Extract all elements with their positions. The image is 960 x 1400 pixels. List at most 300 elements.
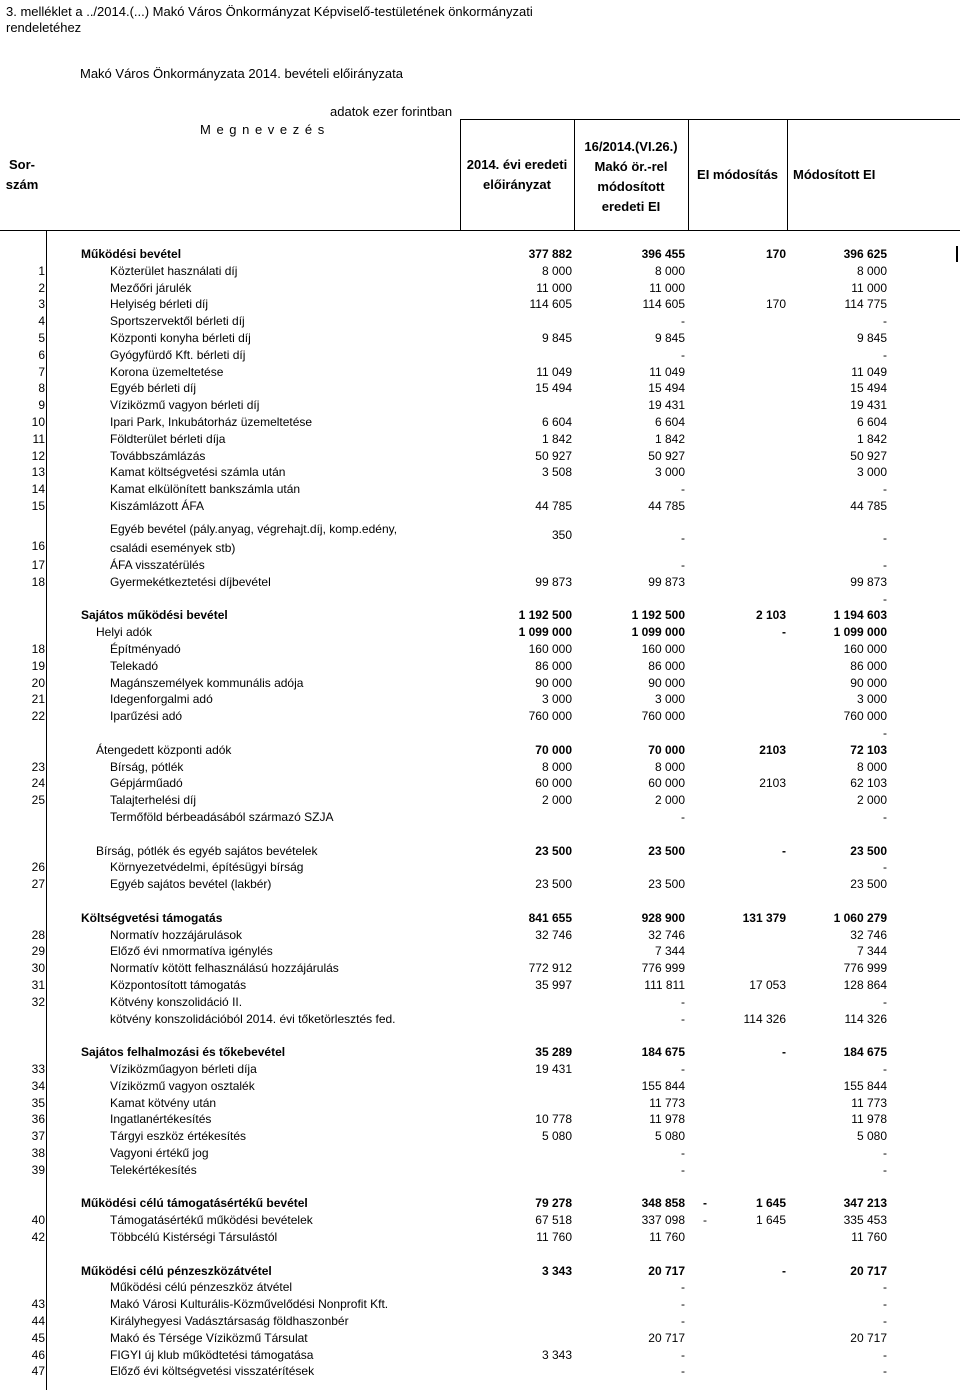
modified-value: 8 000 bbox=[654, 760, 685, 774]
row-number: 7 bbox=[38, 365, 45, 379]
row-number: 1 bbox=[38, 264, 45, 278]
modified-value: 11 049 bbox=[649, 365, 685, 379]
unit-label: adatok ezer forintban bbox=[330, 104, 453, 119]
row-number: 47 bbox=[31, 1364, 45, 1378]
row-number: 30 bbox=[31, 961, 45, 975]
row-label: Központi konyha bérleti díj bbox=[110, 331, 251, 345]
row-label: Idegenforgalmi adó bbox=[110, 692, 213, 706]
modified-total-value: 6 604 bbox=[856, 415, 887, 429]
row-number: 39 bbox=[31, 1163, 45, 1177]
row-number: 34 bbox=[31, 1079, 45, 1093]
modified-total-value: 23 500 bbox=[850, 844, 887, 858]
row-number: 40 bbox=[31, 1213, 45, 1227]
row-label: Működési bevétel bbox=[81, 247, 182, 261]
modified-total-value: 8 000 bbox=[856, 760, 887, 774]
row-label: Korona üzemeltetése bbox=[110, 365, 224, 379]
table-row bbox=[0, 1044, 960, 1061]
modified-total-value: 11 049 bbox=[851, 365, 887, 379]
row-label: Helyiség bérleti díj bbox=[110, 297, 209, 311]
modified-total-value: 62 103 bbox=[850, 776, 887, 790]
original-value: 9 845 bbox=[541, 331, 572, 345]
row-label: Normatív kötött felhasználású hozzájárulás bbox=[110, 961, 339, 975]
row-number: 9 bbox=[38, 398, 45, 412]
table-row bbox=[0, 1246, 960, 1263]
modified-total-value: 760 000 bbox=[843, 709, 887, 723]
row-label: Víziközmű vagyon osztalék bbox=[110, 1079, 255, 1093]
original-value: 23 500 bbox=[535, 877, 572, 891]
table-row bbox=[0, 977, 960, 994]
table-row bbox=[0, 1162, 960, 1179]
original-value: 3 000 bbox=[541, 692, 572, 706]
row-number: 17 bbox=[31, 558, 45, 572]
table-row bbox=[0, 1313, 960, 1330]
row-label: Többcélú Kistérségi Társulástól bbox=[110, 1230, 278, 1244]
modified-value: 1 842 bbox=[654, 432, 685, 446]
modified-value: 70 000 bbox=[648, 743, 685, 757]
table-row bbox=[0, 498, 960, 515]
table-row bbox=[0, 943, 960, 960]
row-label: Központosított támogatás bbox=[110, 978, 247, 992]
original-value: 1 842 bbox=[541, 432, 572, 446]
row-number: 18 bbox=[31, 642, 45, 656]
modified-total-value: - bbox=[883, 1146, 887, 1160]
table-row bbox=[0, 624, 960, 641]
original-value: 377 882 bbox=[528, 247, 572, 261]
modified-value: 160 000 bbox=[641, 642, 685, 656]
modification-value: - bbox=[782, 844, 786, 858]
table-row bbox=[0, 809, 960, 826]
col-modified-line1: 16/2014.(VI.26.) bbox=[584, 139, 678, 154]
modified-total-value: 11 773 bbox=[851, 1096, 887, 1110]
modification-value: 17 053 bbox=[749, 978, 786, 992]
row-label: Magánszemélyek kommunális adója bbox=[110, 676, 304, 690]
row-number: 24 bbox=[31, 776, 45, 790]
original-value: 3 343 bbox=[541, 1264, 572, 1278]
original-value: 841 655 bbox=[528, 911, 572, 925]
modified-value: - bbox=[681, 1364, 685, 1378]
table-row bbox=[0, 1347, 960, 1364]
row-number: 13 bbox=[31, 465, 45, 479]
modified-total-value: - bbox=[883, 531, 887, 545]
row-number: 25 bbox=[31, 793, 45, 807]
modified-total-value: 1 060 279 bbox=[833, 911, 887, 925]
modified-value: 50 927 bbox=[648, 449, 685, 463]
modified-value: 11 773 bbox=[649, 1096, 685, 1110]
row-label: FIGYI új klub működtetési támogatása bbox=[110, 1348, 314, 1362]
row-label: Helyi adók bbox=[96, 625, 153, 639]
modified-total-value: 8 000 bbox=[856, 264, 887, 278]
row-number: 28 bbox=[31, 928, 45, 942]
original-value: 6 604 bbox=[541, 415, 572, 429]
col-sorszam-line2: szám bbox=[5, 177, 39, 192]
row-label: Makó Városi Kulturális-Közművelődési Nonprofit Kft. bbox=[110, 1297, 389, 1311]
table-row bbox=[0, 347, 960, 364]
modified-total-value: - bbox=[883, 995, 887, 1009]
table-row bbox=[0, 725, 960, 742]
modified-value: 155 844 bbox=[641, 1079, 685, 1093]
table-row bbox=[0, 296, 960, 313]
col-sorszam-line1: Sor- bbox=[9, 157, 35, 172]
modification-value: 2 103 bbox=[755, 608, 786, 622]
row-number: 42 bbox=[31, 1230, 45, 1244]
modified-value: - bbox=[681, 1146, 685, 1160]
table-row bbox=[0, 1128, 960, 1145]
original-value: 19 431 bbox=[535, 1062, 572, 1076]
table-row bbox=[0, 910, 960, 927]
table-row bbox=[0, 691, 960, 708]
modified-value: 90 000 bbox=[648, 676, 685, 690]
modified-value: 7 344 bbox=[654, 944, 685, 958]
original-value: 60 000 bbox=[535, 776, 572, 790]
row-label: Gyermekétkeztetési díjbevétel bbox=[110, 575, 271, 589]
modified-value: 11 978 bbox=[649, 1112, 685, 1126]
row-label: Víziközműagyon bérleti díja bbox=[110, 1062, 257, 1076]
row-label: Tárgyi eszköz értékesítés bbox=[110, 1129, 247, 1143]
row-label: Sajátos működési bevétel bbox=[81, 608, 228, 622]
table-row bbox=[0, 1011, 960, 1028]
row-label: Működési célú pénzeszköz átvétel bbox=[110, 1280, 293, 1294]
modified-total-value: - bbox=[883, 1062, 887, 1076]
modified-value: 348 858 bbox=[641, 1196, 685, 1210]
row-label: Működési célú támogatásértékű bevétel bbox=[81, 1196, 308, 1210]
megnevezes-header: M e g n e v e z é s bbox=[200, 122, 326, 137]
row-number: 43 bbox=[31, 1297, 45, 1311]
modified-value: 20 717 bbox=[648, 1331, 685, 1345]
row-label: Egyéb sajátos bevétel (lakbér) bbox=[110, 877, 272, 891]
modified-total-value: 32 746 bbox=[850, 928, 887, 942]
modified-total-value: - bbox=[883, 860, 887, 874]
table-row bbox=[0, 994, 960, 1011]
modification-value: 2103 bbox=[759, 743, 786, 757]
table-row bbox=[0, 1145, 960, 1162]
table-row bbox=[0, 397, 960, 414]
modified-value: 114 605 bbox=[642, 297, 685, 311]
original-value: 3 343 bbox=[541, 1348, 572, 1362]
table-row bbox=[0, 313, 960, 330]
modified-total-value: 44 785 bbox=[850, 499, 887, 513]
table-row bbox=[0, 1296, 960, 1313]
row-number: 31 bbox=[31, 978, 45, 992]
table-row bbox=[0, 1078, 960, 1095]
row-number: 37 bbox=[31, 1129, 45, 1143]
modified-total-value: 50 927 bbox=[850, 449, 887, 463]
row-label: Iparűzési adó bbox=[110, 709, 183, 723]
table-row bbox=[0, 759, 960, 776]
modified-total-value: 90 000 bbox=[850, 676, 887, 690]
original-value: 32 746 bbox=[535, 928, 572, 942]
original-value: 8 000 bbox=[541, 760, 572, 774]
modified-total-value: - bbox=[883, 482, 887, 496]
modified-total-value: 2 000 bbox=[856, 793, 887, 807]
modified-value: 6 604 bbox=[654, 415, 685, 429]
row-label: Környezetvédelmi, építésügyi bírság bbox=[110, 860, 304, 874]
modified-total-value: - bbox=[883, 1163, 887, 1177]
modified-value: - bbox=[681, 531, 685, 545]
row-label: Építményadó bbox=[110, 642, 181, 656]
original-value: 350 bbox=[551, 528, 572, 542]
col-modification-header: EI módosítás bbox=[697, 167, 778, 182]
table-row bbox=[0, 675, 960, 692]
modification-value: 114 326 bbox=[743, 1012, 786, 1026]
table-row bbox=[0, 464, 960, 481]
modified-total-value: 5 080 bbox=[856, 1129, 887, 1143]
modified-total-value: 19 431 bbox=[850, 398, 887, 412]
modified-value: 11 760 bbox=[649, 1230, 685, 1244]
modified-value: 23 500 bbox=[648, 844, 685, 858]
table-row bbox=[0, 1095, 960, 1112]
original-value: 5 080 bbox=[541, 1129, 572, 1143]
modified-value: - bbox=[681, 1012, 685, 1026]
row-label: Bírság, pótlék bbox=[110, 760, 184, 774]
modified-value: 8 000 bbox=[654, 264, 685, 278]
header-top-line bbox=[460, 119, 960, 120]
modified-total-value: 1 842 bbox=[856, 432, 887, 446]
modification-sign: - bbox=[703, 1213, 707, 1227]
row-label: Sajátos felhalmozási és tőkebevétel bbox=[81, 1045, 286, 1059]
table-row bbox=[0, 448, 960, 465]
col-modified-line4: eredeti EI bbox=[601, 199, 661, 214]
table-row bbox=[0, 1279, 960, 1296]
modified-value: 99 873 bbox=[648, 575, 685, 589]
row-label: Termőföld bérbeadásából származó SZJA bbox=[110, 810, 334, 824]
modified-value: 1 099 000 bbox=[631, 625, 685, 639]
row-number: 18 bbox=[31, 575, 45, 589]
modified-total-value: 114 326 bbox=[844, 1012, 887, 1026]
row-number: 21 bbox=[31, 692, 45, 706]
table-row bbox=[0, 708, 960, 725]
original-value: 11 000 bbox=[536, 281, 572, 295]
row-label-line1: Egyéb bevétel (pály.anyag, végrehajt.díj, komp.edény, bbox=[110, 522, 398, 536]
original-value: 86 000 bbox=[535, 659, 572, 673]
modified-value: 337 098 bbox=[641, 1213, 685, 1227]
row-label: Támogatásértékű működési bevételek bbox=[110, 1213, 313, 1227]
row-label: Gyógyfürdő Kft. bérleti díj bbox=[110, 348, 246, 362]
table-row bbox=[0, 927, 960, 944]
modified-value: - bbox=[681, 348, 685, 362]
row-label: Ingatlanértékesítés bbox=[110, 1112, 212, 1126]
modified-value: 3 000 bbox=[654, 465, 685, 479]
original-value: 1 192 500 bbox=[518, 608, 572, 622]
modified-total-value: 11 760 bbox=[851, 1230, 887, 1244]
row-number: 26 bbox=[31, 860, 45, 874]
row-number: 20 bbox=[31, 676, 45, 690]
table-row bbox=[0, 826, 960, 843]
modified-total-value: - bbox=[883, 592, 887, 606]
table-row bbox=[0, 1229, 960, 1246]
table-row bbox=[0, 876, 960, 893]
original-value: 11 049 bbox=[536, 365, 572, 379]
modified-value: 1 192 500 bbox=[631, 608, 685, 622]
modified-value: 111 811 bbox=[644, 978, 685, 992]
table-row bbox=[0, 607, 960, 624]
table-row bbox=[0, 1179, 960, 1196]
modified-total-value: - bbox=[883, 1280, 887, 1294]
table-row bbox=[0, 1061, 960, 1078]
table-row bbox=[0, 280, 960, 297]
table-row bbox=[0, 742, 960, 759]
modified-total-value: 99 873 bbox=[850, 575, 887, 589]
row-label: Költségvetési támogatás bbox=[81, 911, 223, 925]
original-value: 1 099 000 bbox=[518, 625, 572, 639]
row-label: Előző évi költségvetési visszatérítések bbox=[110, 1364, 315, 1378]
row-label: Működési célú pénzeszközátvétel bbox=[81, 1264, 272, 1278]
modified-value: 760 000 bbox=[641, 709, 685, 723]
modified-value: 20 717 bbox=[648, 1264, 685, 1278]
original-value: 70 000 bbox=[535, 743, 572, 757]
modified-total-value: 11 000 bbox=[851, 281, 887, 295]
header-bottom-line bbox=[0, 230, 960, 231]
modified-total-value: 155 844 bbox=[843, 1079, 887, 1093]
row-label: Sportszervektől bérleti díj bbox=[110, 314, 245, 328]
modified-value: 776 999 bbox=[641, 961, 685, 975]
modified-total-value: - bbox=[883, 1297, 887, 1311]
col-original-line2: előirányzat bbox=[483, 177, 551, 192]
original-value: 50 927 bbox=[535, 449, 572, 463]
table-row bbox=[0, 775, 960, 792]
modification-value: 2103 bbox=[759, 776, 786, 790]
original-value: 90 000 bbox=[535, 676, 572, 690]
modified-total-value: 335 453 bbox=[843, 1213, 887, 1227]
row-number: 35 bbox=[31, 1096, 45, 1110]
modified-total-value: 3 000 bbox=[856, 692, 887, 706]
modified-total-value: - bbox=[883, 558, 887, 572]
table-row bbox=[0, 960, 960, 977]
modified-value: 44 785 bbox=[648, 499, 685, 513]
row-label: Közterület használati díj bbox=[110, 264, 238, 278]
modification-value: 170 bbox=[765, 297, 786, 311]
modified-total-value: 15 494 bbox=[850, 381, 887, 395]
modified-total-value: 184 675 bbox=[843, 1045, 887, 1059]
table-row bbox=[0, 641, 960, 658]
table-row bbox=[0, 591, 960, 608]
modified-total-value: - bbox=[883, 314, 887, 328]
original-value: 760 000 bbox=[528, 709, 572, 723]
col-modified-line2: Makó ör.-rel bbox=[594, 159, 668, 174]
modified-total-value: 86 000 bbox=[850, 659, 887, 673]
table-row bbox=[0, 1212, 960, 1229]
modified-total-value: - bbox=[883, 810, 887, 824]
row-label: Normatív hozzájárulások bbox=[110, 928, 243, 942]
modified-value: - bbox=[681, 1163, 685, 1177]
row-label: Víziközmű vagyon bérleti díj bbox=[110, 398, 260, 412]
modified-total-value: - bbox=[883, 726, 887, 740]
modified-value: - bbox=[681, 810, 685, 824]
row-label: Talajterhelési díj bbox=[110, 793, 197, 807]
modified-total-value: - bbox=[883, 1364, 887, 1378]
row-number: 33 bbox=[31, 1062, 45, 1076]
modification-value: 170 bbox=[765, 247, 786, 261]
modified-value: - bbox=[681, 1280, 685, 1294]
row-number: 27 bbox=[31, 877, 45, 891]
modified-total-value: 347 213 bbox=[843, 1196, 887, 1210]
row-number: 2 bbox=[38, 281, 45, 295]
annex-line-2: rendeletéhez bbox=[6, 20, 82, 35]
table-row bbox=[0, 1195, 960, 1212]
original-value: 10 778 bbox=[535, 1112, 572, 1126]
row-number: 5 bbox=[38, 331, 45, 345]
row-number: 44 bbox=[31, 1314, 45, 1328]
modification-sign: - bbox=[703, 1196, 707, 1210]
modified-value: 928 900 bbox=[641, 911, 685, 925]
table-row bbox=[0, 792, 960, 809]
original-value: 772 912 bbox=[528, 961, 572, 975]
row-number: 6 bbox=[38, 348, 45, 362]
original-value: 35 997 bbox=[535, 978, 572, 992]
modified-value: 2 000 bbox=[654, 793, 685, 807]
modified-value: 9 845 bbox=[654, 331, 685, 345]
original-value: 67 518 bbox=[535, 1213, 572, 1227]
table-row bbox=[0, 1330, 960, 1347]
row-label: kötvény konszolidációból 2014. évi tőketörlesztés fed. bbox=[110, 1012, 396, 1026]
row-label: Kamat elkülönített bankszámla után bbox=[110, 482, 301, 496]
row-label: Átengedett központi adók bbox=[96, 743, 232, 757]
modified-total-value: 160 000 bbox=[843, 642, 887, 656]
table-row bbox=[0, 481, 960, 498]
modified-value: - bbox=[681, 558, 685, 572]
row-number: 15 bbox=[31, 499, 45, 513]
modified-total-value: - bbox=[883, 1314, 887, 1328]
modification-value: - bbox=[782, 625, 786, 639]
original-value: 79 278 bbox=[535, 1196, 572, 1210]
modified-total-value: 20 717 bbox=[850, 1331, 887, 1345]
table-row bbox=[0, 330, 960, 347]
row-number: 12 bbox=[31, 449, 45, 463]
modified-total-value: 1 099 000 bbox=[833, 625, 887, 639]
row-number: 14 bbox=[31, 482, 45, 496]
modified-total-value: 3 000 bbox=[856, 465, 887, 479]
modified-value: 32 746 bbox=[648, 928, 685, 942]
table-row bbox=[0, 521, 960, 555]
row-label: ÁFA visszatérülés bbox=[110, 558, 205, 572]
row-number: 22 bbox=[31, 709, 45, 723]
modified-value: 86 000 bbox=[648, 659, 685, 673]
row-label: Kamat költségvetési számla után bbox=[110, 465, 286, 479]
row-number: 38 bbox=[31, 1146, 45, 1160]
modified-value: - bbox=[681, 1062, 685, 1076]
table-row bbox=[0, 364, 960, 381]
col-modified-line3: módosított bbox=[597, 179, 665, 194]
modified-total-value: 1 194 603 bbox=[833, 608, 887, 622]
table-row bbox=[0, 246, 960, 263]
modified-total-value: 776 999 bbox=[843, 961, 887, 975]
table-row bbox=[0, 1027, 960, 1044]
original-value: 11 760 bbox=[536, 1230, 572, 1244]
row-label: Telekadó bbox=[110, 659, 159, 673]
original-value: 35 289 bbox=[535, 1045, 572, 1059]
row-number: 8 bbox=[38, 381, 45, 395]
row-label: Kötvény konszolidáció II. bbox=[110, 995, 243, 1009]
row-label: Előző évi nmormatíva igénylés bbox=[110, 944, 273, 958]
row-label: Földterület bérleti díja bbox=[110, 432, 226, 446]
table-row bbox=[0, 1363, 960, 1380]
annex-line-1: 3. melléklet a ../2014.(...) Makó Város Önkormányzat Képviselő-testületének önkormányzati bbox=[6, 4, 533, 19]
modified-value: 3 000 bbox=[654, 692, 685, 706]
modification-value: 1 645 bbox=[755, 1213, 786, 1227]
table-row bbox=[0, 431, 960, 448]
col-original-line1: 2014. évi eredeti bbox=[466, 157, 568, 172]
table-row bbox=[0, 893, 960, 910]
original-value: 44 785 bbox=[535, 499, 572, 513]
table-row bbox=[0, 263, 960, 280]
modified-total-value: 128 864 bbox=[843, 978, 887, 992]
row-label: Bírság, pótlék és egyéb sajátos bevételek bbox=[96, 844, 318, 858]
row-number: 3 bbox=[38, 297, 45, 311]
table-row bbox=[0, 1111, 960, 1128]
row-number: 32 bbox=[31, 995, 45, 1009]
original-value: 8 000 bbox=[541, 264, 572, 278]
row-label: Egyéb bérleti díj bbox=[110, 381, 197, 395]
row-label: Kiszámlázott ÁFA bbox=[110, 499, 205, 513]
